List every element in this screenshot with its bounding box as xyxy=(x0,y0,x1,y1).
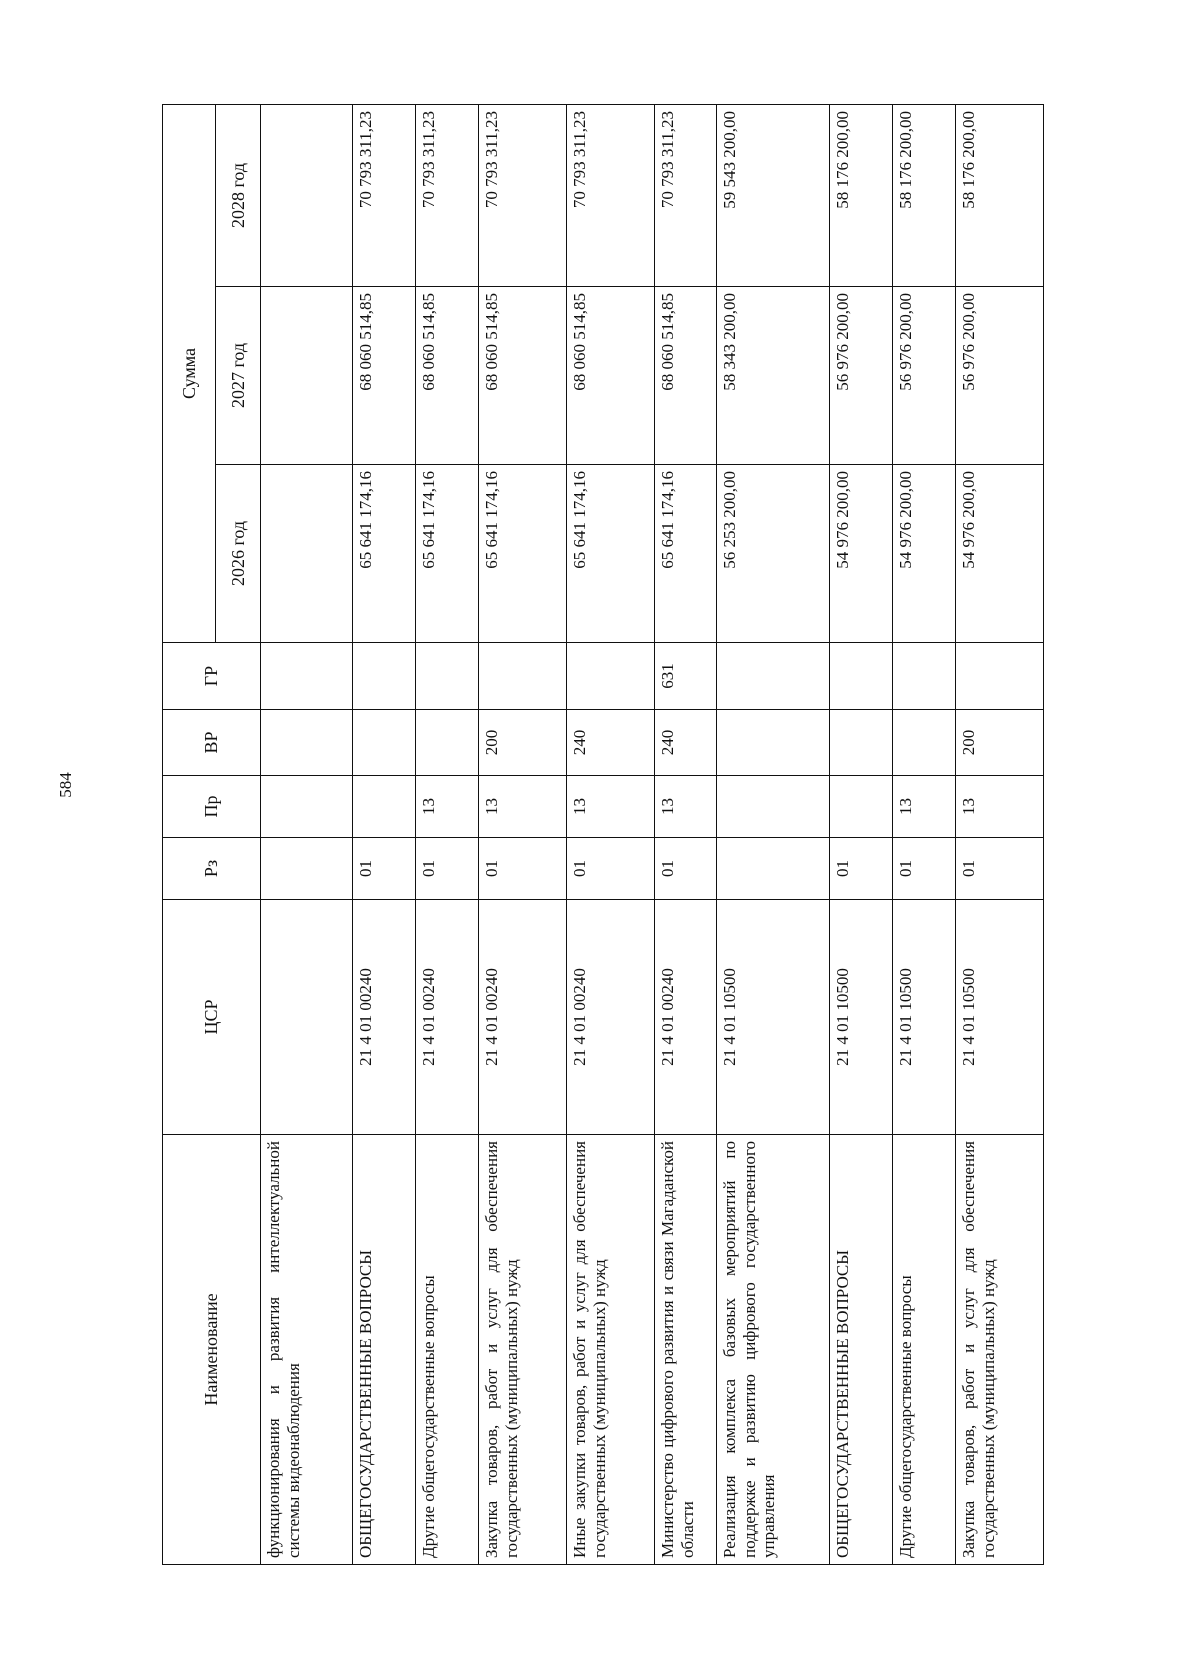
cell-name: Закупка товаров, работ и услуг для обеспечения государственных (муниципальных) нужд xyxy=(956,1135,1044,1565)
cell-name: ОБЩЕГОСУДАРСТВЕННЫЕ ВОПРОСЫ xyxy=(353,1135,416,1565)
table-row xyxy=(717,104,830,1564)
cell-2027: 68 060 514,85 xyxy=(567,287,655,465)
table-row xyxy=(261,104,353,1564)
cell-gr xyxy=(956,643,1044,710)
cell-vr: 240 xyxy=(655,710,717,776)
cell-name: Реализация комплекса базовых мероприятий по поддержке и развитию цифрового государственного управления xyxy=(717,1135,830,1565)
cell-pr xyxy=(830,776,893,838)
cell-2028: 59 543 200,00 xyxy=(717,104,830,286)
cell-pr: 13 xyxy=(567,776,655,838)
cell-name: Иные закупки товаров, работ и услуг для обеспечения государственных (муниципальных) нужд xyxy=(567,1135,655,1565)
cell-csr: 21 4 01 10500 xyxy=(893,900,956,1135)
cell-csr: 21 4 01 10500 xyxy=(956,900,1044,1135)
cell-name: Закупка товаров, работ и услуг для обеспечения государственных (муниципальных) нужд xyxy=(479,1135,567,1565)
cell-2028: 58 176 200,00 xyxy=(893,104,956,286)
cell-gr xyxy=(353,643,416,710)
header-rz: Рз xyxy=(163,838,261,900)
cell-2028: 70 793 311,23 xyxy=(567,104,655,286)
cell-csr: 21 4 01 00240 xyxy=(567,900,655,1135)
cell-pr: 13 xyxy=(655,776,717,838)
cell-2026: 54 976 200,00 xyxy=(893,465,956,643)
cell-pr: 13 xyxy=(416,776,479,838)
cell-2028: 70 793 311,23 xyxy=(479,104,567,286)
cell-2027: 58 343 200,00 xyxy=(717,287,830,465)
cell-2027: 56 976 200,00 xyxy=(893,287,956,465)
cell-gr xyxy=(567,643,655,710)
table-row xyxy=(956,104,1044,1564)
cell-gr xyxy=(261,643,353,710)
cell-csr: 21 4 01 00240 xyxy=(353,900,416,1135)
cell-2026 xyxy=(261,465,353,643)
header-vr: ВР xyxy=(163,710,261,776)
cell-gr: 631 xyxy=(655,643,717,710)
cell-gr xyxy=(416,643,479,710)
cell-2026: 65 641 174,16 xyxy=(416,465,479,643)
cell-2026: 54 976 200,00 xyxy=(956,465,1044,643)
cell-2027 xyxy=(261,287,353,465)
cell-name: Другие общегосударственные вопросы xyxy=(416,1135,479,1565)
cell-csr: 21 4 01 10500 xyxy=(830,900,893,1135)
cell-gr xyxy=(479,643,567,710)
cell-2026: 65 641 174,16 xyxy=(479,465,567,643)
cell-2027: 68 060 514,85 xyxy=(479,287,567,465)
cell-csr xyxy=(261,900,353,1135)
cell-rz: 01 xyxy=(479,838,567,900)
cell-name: Министерство цифрового развития и связи Магаданской области xyxy=(655,1135,717,1565)
cell-2027: 56 976 200,00 xyxy=(956,287,1044,465)
header-2028: 2028 год xyxy=(216,104,261,286)
cell-vr xyxy=(261,710,353,776)
table-row xyxy=(479,104,567,1564)
cell-rz xyxy=(261,838,353,900)
cell-rz xyxy=(717,838,830,900)
cell-pr: 13 xyxy=(479,776,567,838)
cell-vr: 200 xyxy=(479,710,567,776)
cell-csr: 21 4 01 10500 xyxy=(717,900,830,1135)
cell-pr xyxy=(717,776,830,838)
cell-2027: 68 060 514,85 xyxy=(655,287,717,465)
header-row-top xyxy=(163,104,216,1564)
header-pr: Пр xyxy=(163,776,261,838)
cell-2028: 70 793 311,23 xyxy=(655,104,717,286)
header-csr: ЦСР xyxy=(163,900,261,1135)
cell-csr: 21 4 01 00240 xyxy=(479,900,567,1135)
budget-table-container xyxy=(162,105,1077,1565)
cell-vr xyxy=(353,710,416,776)
cell-vr xyxy=(717,710,830,776)
cell-gr xyxy=(717,643,830,710)
table-row xyxy=(567,104,655,1564)
cell-2028: 58 176 200,00 xyxy=(830,104,893,286)
cell-gr xyxy=(893,643,956,710)
table-row xyxy=(655,104,717,1564)
budget-table xyxy=(162,104,1044,1565)
cell-csr: 21 4 01 00240 xyxy=(416,900,479,1135)
cell-vr xyxy=(830,710,893,776)
header-2026: 2026 год xyxy=(216,465,261,643)
cell-rz: 01 xyxy=(893,838,956,900)
cell-vr xyxy=(416,710,479,776)
cell-rz: 01 xyxy=(830,838,893,900)
header-name: Наименование xyxy=(163,1135,261,1565)
table-row xyxy=(416,104,479,1564)
table-row xyxy=(830,104,893,1564)
cell-csr: 21 4 01 00240 xyxy=(655,900,717,1135)
cell-2027: 68 060 514,85 xyxy=(353,287,416,465)
table-row xyxy=(893,104,956,1564)
cell-2026: 54 976 200,00 xyxy=(830,465,893,643)
header-sum: Сумма xyxy=(163,104,216,642)
cell-name: Другие общегосударственные вопросы xyxy=(893,1135,956,1565)
cell-2028 xyxy=(261,104,353,286)
cell-2027: 68 060 514,85 xyxy=(416,287,479,465)
cell-rz: 01 xyxy=(655,838,717,900)
cell-2026: 65 641 174,16 xyxy=(567,465,655,643)
cell-name: функционирования и развития интеллектуальной системы видеонаблюдения xyxy=(261,1135,353,1565)
table-row xyxy=(353,104,416,1564)
cell-vr xyxy=(893,710,956,776)
cell-pr xyxy=(261,776,353,838)
cell-2026: 56 253 200,00 xyxy=(717,465,830,643)
cell-2026: 65 641 174,16 xyxy=(655,465,717,643)
cell-vr: 240 xyxy=(567,710,655,776)
cell-pr: 13 xyxy=(893,776,956,838)
table-body xyxy=(261,104,1044,1564)
cell-2026: 65 641 174,16 xyxy=(353,465,416,643)
cell-rz: 01 xyxy=(956,838,1044,900)
cell-pr xyxy=(353,776,416,838)
cell-name: ОБЩЕГОСУДАРСТВЕННЫЕ ВОПРОСЫ xyxy=(830,1135,893,1565)
cell-vr: 200 xyxy=(956,710,1044,776)
cell-2028: 70 793 311,23 xyxy=(353,104,416,286)
page-number: 584 xyxy=(56,772,75,798)
cell-2028: 70 793 311,23 xyxy=(416,104,479,286)
cell-pr: 13 xyxy=(956,776,1044,838)
cell-rz: 01 xyxy=(353,838,416,900)
header-2027: 2027 год xyxy=(216,287,261,465)
cell-2027: 56 976 200,00 xyxy=(830,287,893,465)
cell-gr xyxy=(830,643,893,710)
cell-rz: 01 xyxy=(567,838,655,900)
cell-rz: 01 xyxy=(416,838,479,900)
header-gr: ГР xyxy=(163,643,261,710)
cell-2028: 58 176 200,00 xyxy=(956,104,1044,286)
